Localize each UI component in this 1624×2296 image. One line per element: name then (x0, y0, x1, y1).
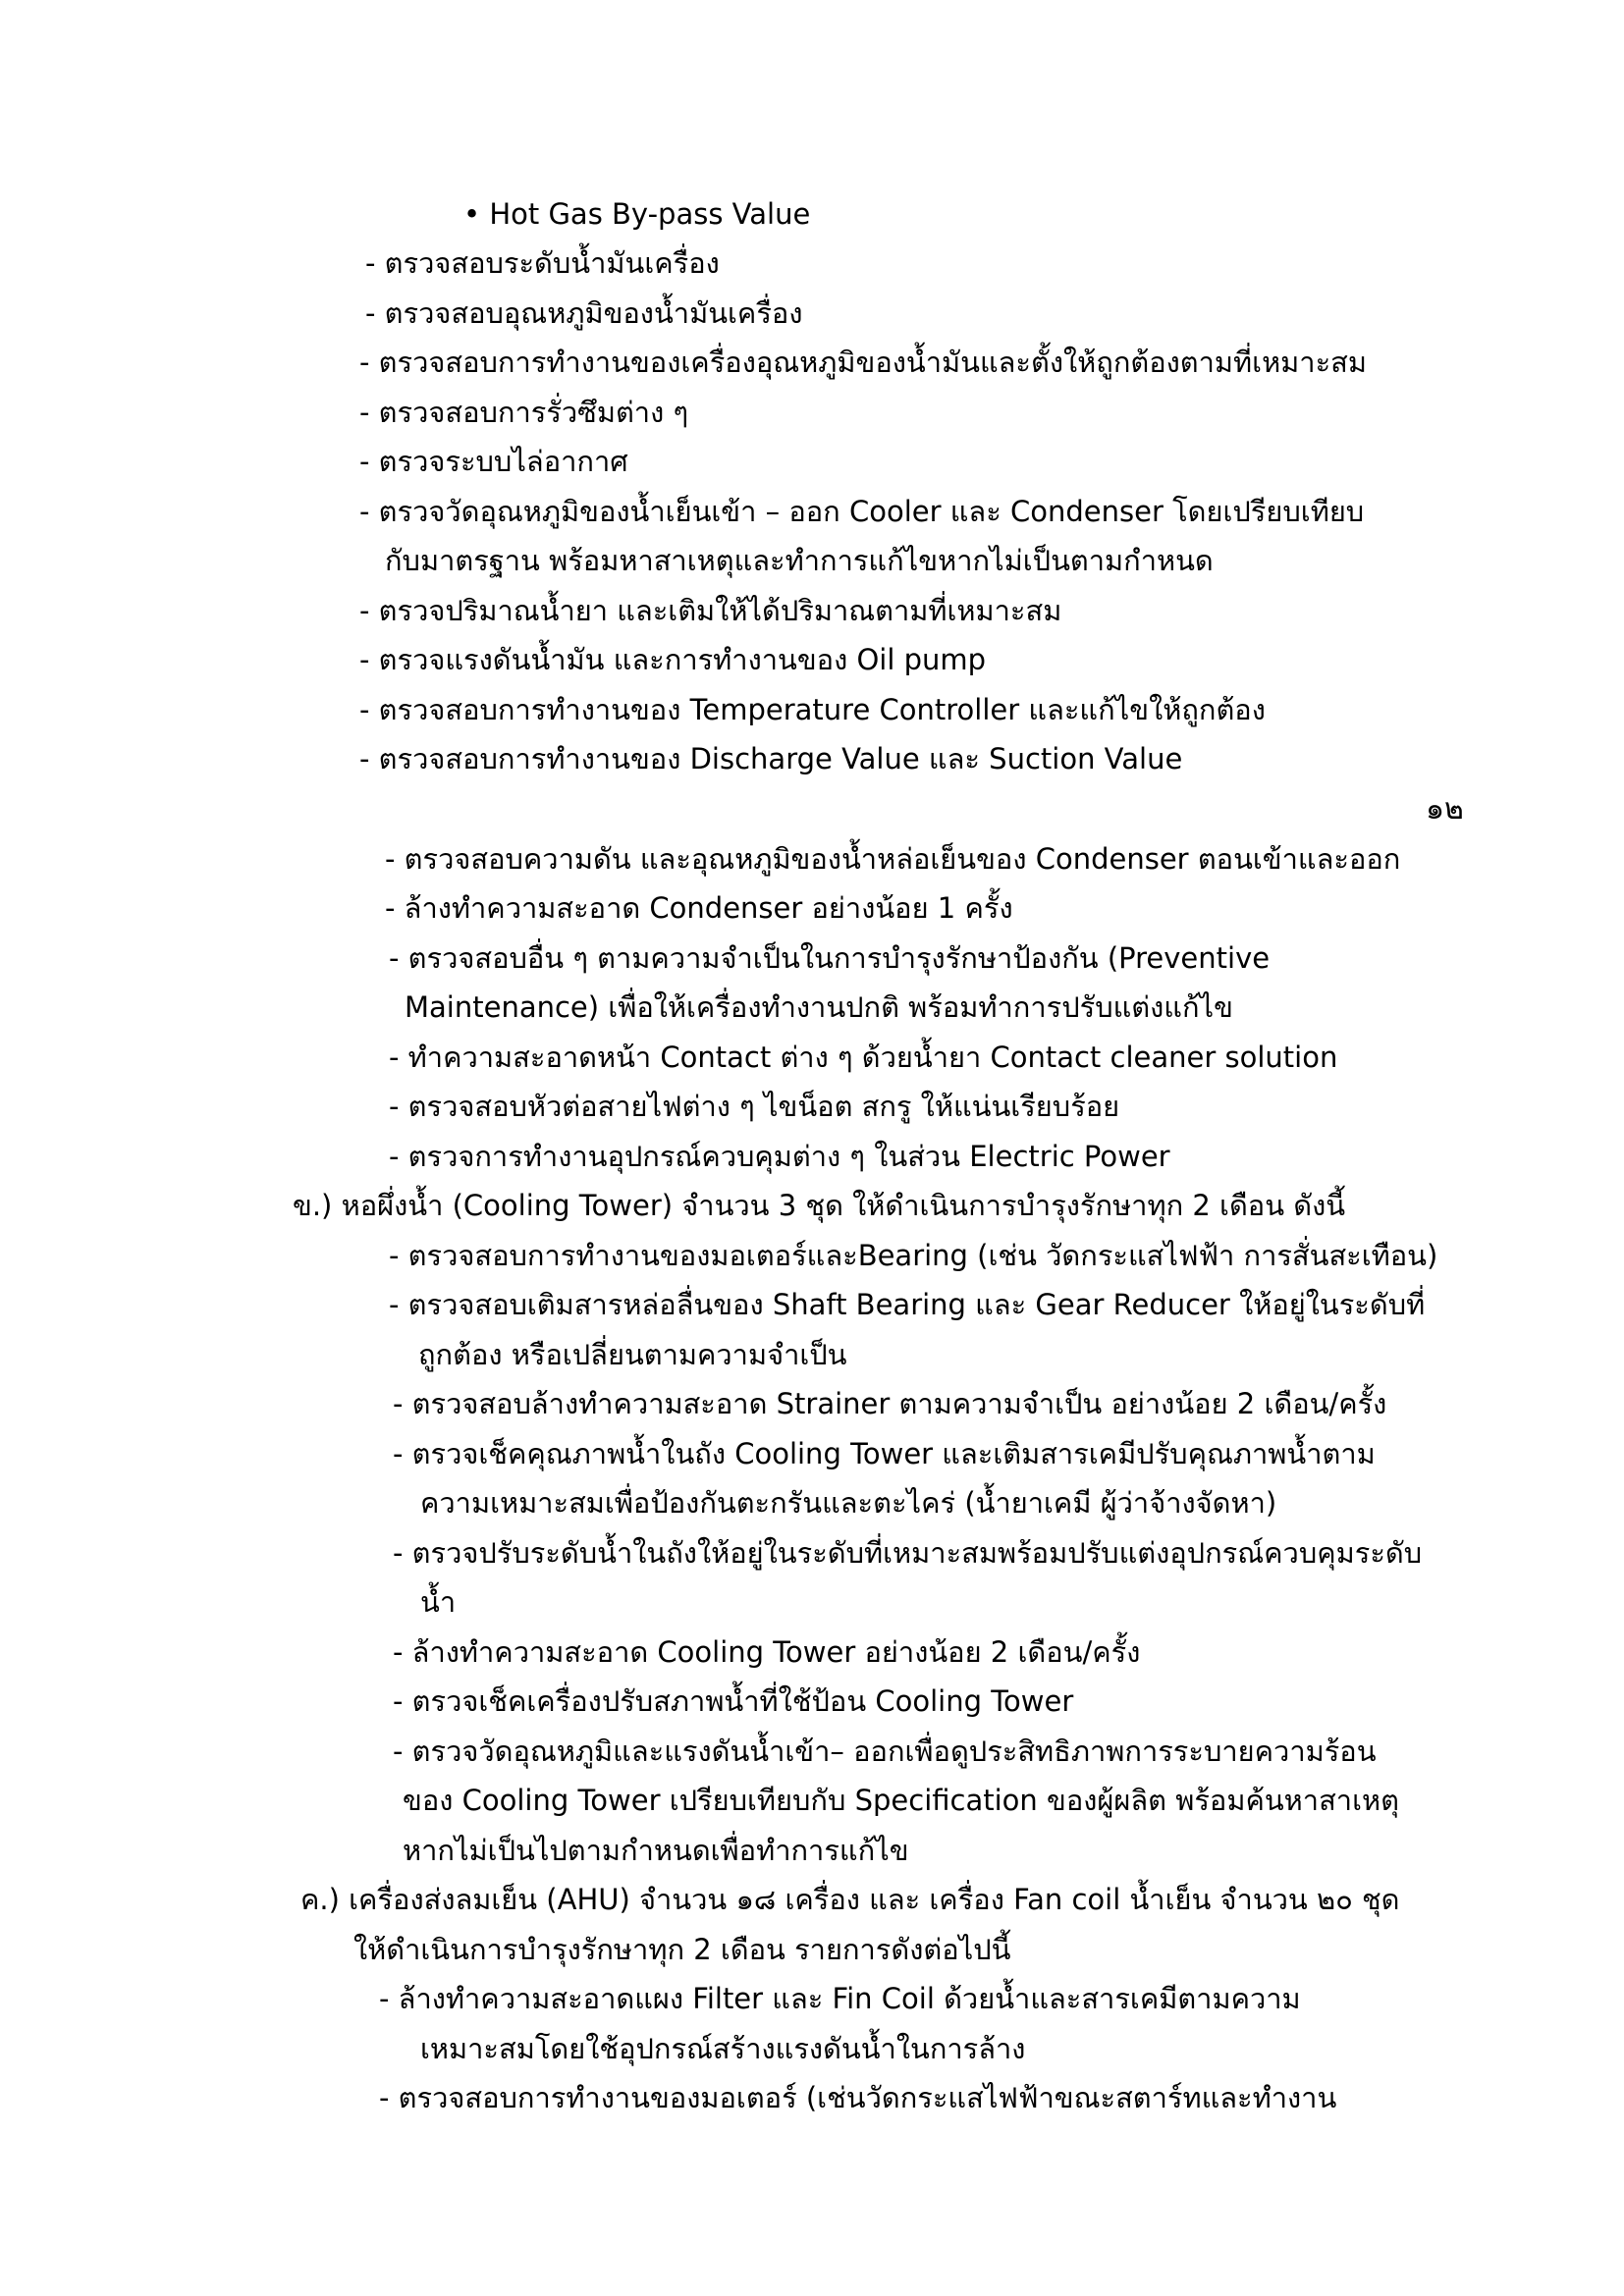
list-item: - ตรวจสอบเติมสารหล่อลื่นของ Shaft Bearing และ Gear Reducer ให้อยู่ในระดับที่ (389, 1288, 1426, 1321)
list-item: - ตรวจสอบอุณหภูมิของน้ำมันเครื่อง (365, 296, 803, 330)
list-item: - ตรวจสอบล้างทำความสะอาด Strainer ตามความจำเป็น อย่างน้อย 2 เดือน/ครั้ง (393, 1387, 1387, 1420)
list-item-continuation: ของ Cooling Tower เปรียบเทียบกับ Specification ของผู้ผลิต พร้อมค้นหาสาเหตุ (403, 1784, 1399, 1817)
list-item: - ตรวจสอบการทำงานของเครื่องอุณหภูมิของน้ำมันและตั้งให้ถูกต้องตามที่เหมาะสม (359, 346, 1367, 379)
list-item: - ล้างทำความสะอาด Condenser อย่างน้อย 1 ครั้ง (385, 891, 1013, 925)
list-item: - ตรวจสอบการทำงานของมอเตอร์และBearing (เช่น วัดกระแสไฟฟ้า การสั่นสะเทือน) (389, 1239, 1438, 1272)
list-item: - ตรวจเช็คคุณภาพน้ำในถัง Cooling Tower และเติมสารเคมีปรับคุณภาพน้ำตาม (393, 1437, 1376, 1470)
list-item-continuation: กับมาตรฐาน พร้อมหาสาเหตุและทำการแก้ไขหากไม่เป็นตามกำหนด (385, 544, 1214, 577)
list-item: - ตรวจแรงดันน้ำมัน และการทำงานของ Oil pump (359, 643, 987, 676)
list-item-continuation: เหมาะสมโดยใช้อุปกรณ์สร้างแรงดันน้ำในการล้าง (420, 2032, 1026, 2065)
list-item: - ทำความสะอาดหน้า Contact ต่าง ๆ ด้วยน้ำยา Contact cleaner solution (389, 1041, 1338, 1074)
bullet-item: • Hot Gas By-pass Value (463, 197, 811, 231)
page-number: ๑๒ (1426, 792, 1464, 827)
list-item: - ตรวจสอบระดับน้ำมันเครื่อง (365, 246, 720, 280)
list-item: - ตรวจการทำงานอุปกรณ์ควบคุมต่าง ๆ ในส่วน Electric Power (389, 1140, 1170, 1173)
list-item: - ตรวจสอบการทำงานของ Discharge Value และ Suction Value (359, 742, 1183, 775)
list-item: - ตรวจปริมาณน้ำยา และเติมให้ได้ปริมาณตามที่เหมาะสม (359, 594, 1062, 627)
list-item: - ตรวจวัดอุณหภูมิและแรงดันน้ำเข้า– ออกเพื่อดูประสิทธิภาพการระบายความร้อน (393, 1735, 1377, 1768)
list-item: - ตรวจสอบการทำงานของ Temperature Controller และแก้ไขให้ถูกต้อง (359, 693, 1266, 726)
section-heading: ค.) เครื่องส่งลมเย็น (AHU) จำนวน ๑๘ เครื่อง และ เครื่อง Fan coil น้ำเย็น จำนวน ๒๐ ชุด (300, 1883, 1400, 1916)
list-item-continuation: น้ำ (420, 1585, 457, 1619)
list-item: - ตรวจระบบไล่อากาศ (359, 445, 628, 478)
list-item-continuation: ถูกต้อง หรือเปลี่ยนตามความจำเป็น (418, 1338, 847, 1371)
list-item: - ตรวจสอบอื่น ๆ ตามความจำเป็นในการบำรุงรักษาป้องกัน (Preventive (389, 941, 1271, 975)
list-item: - ตรวจสอบความดัน และอุณหภูมิของน้ำหล่อเย็นของ Condenser ตอนเข้าและออก (385, 842, 1401, 876)
list-item: - ตรวจปรับระดับน้ำในถังให้อยู่ในระดับที่เหมาะสมพร้อมปรับแต่งอุปกรณ์ควบคุมระดับ (393, 1536, 1423, 1570)
list-item: - ล้างทำความสะอาด Cooling Tower อย่างน้อย 2 เดือน/ครั้ง (393, 1635, 1141, 1669)
section-heading-continuation: ให้ดำเนินการบำรุงรักษาทุก 2 เดือน รายการดังต่อไปนี้ (353, 1933, 1011, 1966)
list-item: - ตรวจสอบการทำงานของมอเตอร์ (เช่นวัดกระแสไฟฟ้าขณะสตาร์ทและทำงาน (379, 2081, 1337, 2114)
list-item: - ตรวจวัดอุณหภูมิของน้ำเย็นเข้า – ออก Cooler และ Condenser โดยเปรียบเทียบ (359, 495, 1365, 528)
list-item: - ล้างทำความสะอาดแผง Filter และ Fin Coil ด้วยน้ำและสารเคมีตามความ (379, 1982, 1301, 2015)
list-item: - ตรวจสอบหัวต่อสายไฟต่าง ๆ ไขน็อต สกรู ให้แน่นเรียบร้อย (389, 1090, 1120, 1123)
list-item-continuation: Maintenance) เพื่อให้เครื่องทำงานปกติ พร้อมทำการปรับแต่งแก้ไข (405, 990, 1233, 1024)
list-item-continuation: หากไม่เป็นไปตามกำหนดเพื่อทำการแก้ไข (403, 1834, 909, 1867)
section-heading: ข.) หอผึ่งน้ำ (Cooling Tower) จำนวน 3 ชุด ให้ดำเนินการบำรุงรักษาทุก 2 เดือน ดังนี้ (293, 1189, 1346, 1222)
list-item: - ตรวจสอบการรั่วซึมต่าง ๆ (359, 396, 689, 429)
list-item-continuation: ความเหมาะสมเพื่อป้องกันตะกรันและตะไคร่ (น้ำยาเคมี ผู้ว่าจ้างจัดหา) (420, 1486, 1277, 1520)
list-item: - ตรวจเช็คเครื่องปรับสภาพน้ำที่ใช้ป้อน Cooling Tower (393, 1684, 1074, 1718)
